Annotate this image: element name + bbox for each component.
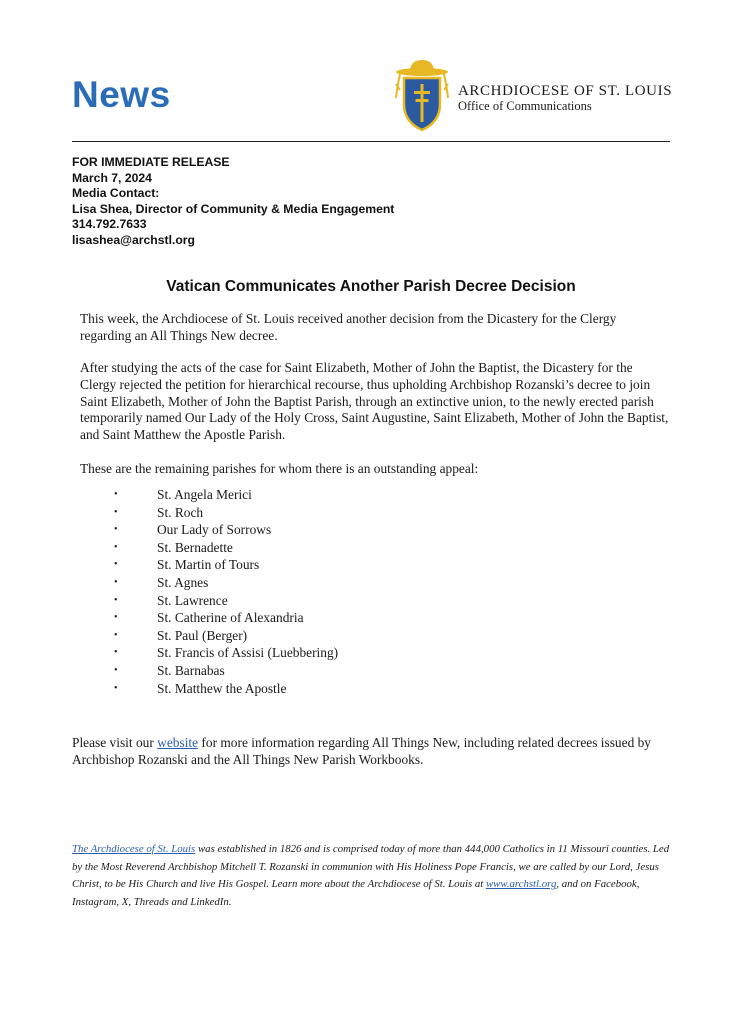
parish-name: St. Paul (Berger) — [157, 627, 248, 643]
bullet: • — [114, 647, 118, 659]
paragraph-appeals-intro: These are the remaining parishes for whom there is an outstanding appeal: — [80, 461, 479, 476]
list-item — [0, 644, 744, 662]
paragraph-intro: This week, the Archdiocese of St. Louis received another decision from the Dicastery for the Clergy regarding an All Things New decree. — [80, 311, 617, 343]
parish-name: St. Francis of Assisi (Luebbering) — [157, 645, 339, 661]
list-item — [0, 609, 744, 627]
parish-name: St. Bernadette — [157, 539, 233, 555]
bullet: • — [114, 541, 118, 553]
list-item — [0, 592, 744, 610]
parish-name: St. Matthew the Apostle — [157, 680, 287, 696]
parish-name: St. Agnes — [157, 574, 209, 590]
bullet: • — [114, 664, 118, 676]
website-link[interactable]: website — [157, 735, 199, 750]
parish-name: St. Lawrence — [157, 592, 228, 608]
parish-name: St. Martin of Tours — [157, 557, 260, 573]
parish-name: St. Barnabas — [157, 662, 225, 678]
bullet: • — [114, 506, 118, 518]
list-item — [0, 521, 744, 539]
list-item — [0, 556, 744, 574]
list-item — [0, 680, 744, 698]
contact-block — [72, 155, 394, 249]
media-contact-label: Media Contact: — [72, 186, 160, 201]
list-item — [0, 504, 744, 522]
parish-name: St. Angela Merici — [157, 487, 252, 502]
footer-text-1: was established in 1826 and is comprised today of more than 444,000 Catholics in 11 Missouri counties. Led by the Most Reverend Archbishop Mitchell T. Rozanski in communion with His Holiness Pope Francis, we are called by our Lord, Jesus Christ, to be His Church and live His Gospel. Learn more about the Archdiocese of St. Louis at — [72, 843, 670, 890]
list-item — [0, 574, 744, 592]
bullet: • — [114, 559, 118, 571]
bullet: • — [114, 524, 118, 536]
release-label: FOR IMMEDIATE RELEASE — [72, 155, 230, 169]
bullet: • — [114, 576, 118, 588]
bullet: • — [114, 489, 118, 500]
parish-list — [0, 486, 744, 697]
footer-boilerplate — [72, 841, 672, 911]
visit-text-after: for more information regarding All Things New, including related decrees issued by Archbishop Rozanski and the All Things New Parish Workbooks. — [72, 735, 652, 767]
contact-email: lisashea@archstl.org — [72, 232, 195, 247]
visit-paragraph — [72, 735, 672, 769]
bullet: • — [114, 594, 118, 606]
list-item — [0, 539, 744, 557]
list-item — [0, 627, 744, 645]
archdiocese-link[interactable]: The Archdiocese of St. Louis — [72, 843, 196, 855]
parish-name: Our Lady of Sorrows — [157, 522, 272, 538]
footer-text-2: , and on Facebook, Instagram, X, Threads and LinkedIn. — [72, 878, 640, 908]
contact-phone: 314.792.7633 — [72, 217, 147, 232]
header-divider — [72, 141, 670, 142]
org-subtitle: Office of Communications — [458, 99, 592, 113]
parish-name: St. Catherine of Alexandria — [157, 610, 304, 626]
parish-name: St. Roch — [157, 504, 204, 520]
release-date: March 7, 2024 — [72, 170, 152, 185]
paragraph-decision: After studying the acts of the case for Saint Elizabeth, Mother of John the Baptist, the Dicastery for the Clergy rejected the petition for hierarchical recourse, thus upholding Archbishop Rozanski’s decree to join Saint Elizabeth, Mother of John the Baptist Parish, through an extinctive union, to the newly erected parish temporarily named Our Lady of the Holy Cross, Saint Augustine, Saint Elizabeth, Mother of John the Baptist, and Saint Matthew the Apostle Parish. — [80, 360, 669, 443]
news-title: News — [72, 74, 171, 115]
bullet: • — [114, 629, 118, 641]
org-name: ARCHDIOCESE OF ST. LOUIS — [458, 83, 673, 99]
bullet: • — [114, 612, 118, 624]
bullet: • — [114, 682, 118, 694]
visit-text-before: Please visit our — [72, 735, 158, 750]
archstl-website-link[interactable]: www.archstl.org — [485, 878, 557, 890]
list-item — [0, 662, 744, 680]
contact-person: Lisa Shea, Director of Community & Media Engagement — [72, 201, 395, 216]
archdiocese-crest-icon — [394, 58, 450, 132]
headline: Vatican Communicates Another Parish Decree Decision — [166, 278, 576, 295]
list-item — [0, 486, 744, 504]
